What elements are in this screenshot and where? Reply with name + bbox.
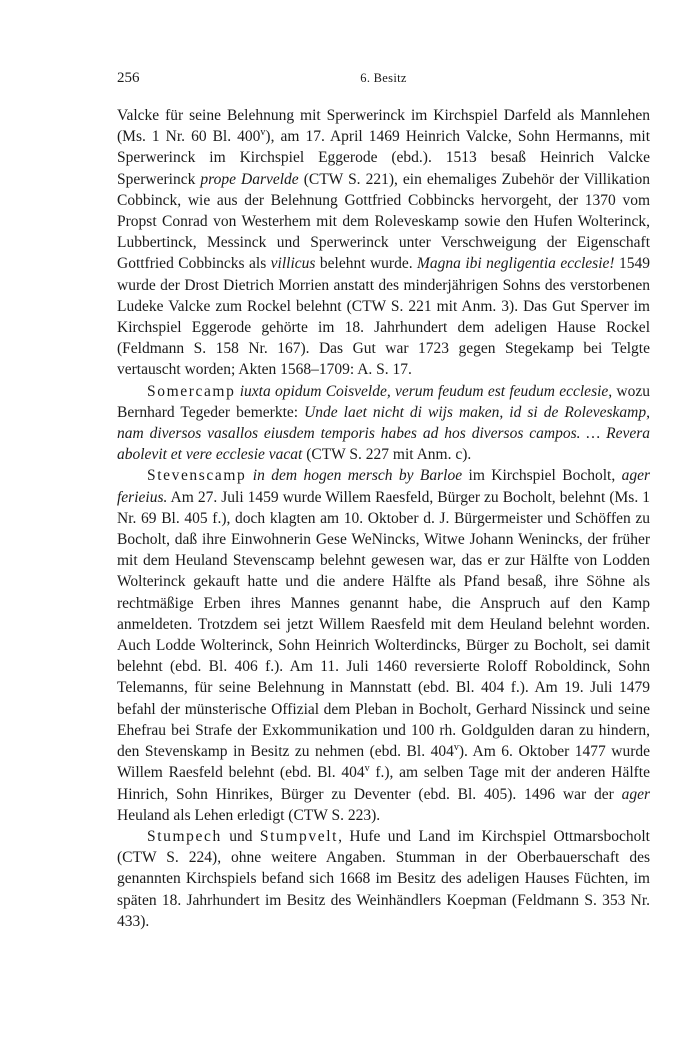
text-run: im Kirchspiel Bocholt, <box>462 467 622 485</box>
italic-run: in dem hogen mersch by Barloe <box>252 467 463 485</box>
text-run: wozu Bernhard Tegeder bemerkte: <box>117 382 651 421</box>
running-head <box>117 70 650 90</box>
chapter-title: 6. Besitz <box>360 71 407 85</box>
spaced-keyword: Stevenscamp <box>147 467 247 485</box>
paragraph-stevenscamp <box>117 465 650 825</box>
spaced-keyword: Somercamp <box>147 382 236 400</box>
text-run: , Hufe und Land im Kirchspiel Ottmarsbocholt (CTW S. 224), ohne weitere Angaben. Stumman in der Oberbauerschaft des genannten Kirchspiels befand sich 1668 im Besitz des adeligen Hauses Füchten, im späten 18. Jahrhundert im Besitz des Weinhändlers Koepman (Feldmann S. 353 Nr. 433). <box>117 827 650 930</box>
text-run: Valcke für seine Belehnung mit Sperwerinck im Kirchspiel Darfeld als Mannlehen (Ms. 1 Nr. 60 Bl. 400 <box>117 107 650 146</box>
italic-run: ager <box>621 785 650 803</box>
verso-superscript: v <box>364 763 370 775</box>
italic-run: Magna ibi negligentia ecclesie! <box>417 255 615 273</box>
page-number: 256 <box>117 70 140 86</box>
text-run: (CTW S. 221), ein ehemaliges Zubehör der Villikation Cobbinck, wie aus der Belehnung Gottfried Cobbincks hervorgeht, der 1370 vom Propst Conrad von Westerhem mit dem Roleveskamp sowie den Hufen Wolterinck, Lubbertinck, Messinck und Sperwerinck unter Verschweigung der Eigenschaft Gottfried Cobbincks als <box>117 170 650 273</box>
italic-run: Unde laet nicht di wijs maken, id si de Roleveskamp, nam diversos vasallos eiusdem temporis habes ad hos diversos campos. … Revera abolevit et vere ecclesie vacat <box>117 403 651 464</box>
spaced-keyword: Stumpvelt <box>259 827 339 845</box>
italic-run: ager ferieius. <box>117 467 651 506</box>
text-run: ), am 17. April 1469 Heinrich Valcke, Sohn Hermanns, mit Sperwerinck im Kirchspiel Eggerode (ebd.). 1513 besaß Heinrich Valcke Sperwerinck <box>117 128 650 188</box>
paragraph-stumpech <box>117 826 650 932</box>
text-run: 1549 wurde der Drost Dietrich Morrien anstatt des minderjährigen Sohns des verstorbenen Ludeke Valcke zum Rockel belehnt (CTW S. 221 mit Anm. 3). Das Gut Sperver im Kirchspiel Eggerode gehörte im 18. Jahrhundert dem adeligen Hause Rockel (Feldmann S. 158 Nr. 167). Das Gut war 1723 gegen Stegekamp bei Telgte vertauscht worden; Akten 1568–1709: A. S. 17. <box>117 255 651 379</box>
text-run: ). Am 6. Oktober 1477 wurde Willem Raesfeld belehnt (ebd. Bl. 404 <box>117 743 650 782</box>
text-run: Heuland als Lehen erledigt (CTW S. 223). <box>117 806 381 824</box>
paragraph-somercamp <box>117 381 650 466</box>
text-run: belehnt wurde. <box>315 255 418 273</box>
text-run: und <box>221 827 260 845</box>
verso-superscript: v <box>453 741 459 753</box>
verso-superscript: v <box>260 127 266 139</box>
spaced-keyword: Stumpech <box>147 827 222 845</box>
text-run: f.), am selben Tage mit der anderen Hälfte Hinrich, Sohn Hinrikes, Bürger zu Deventer (ebd. Bl. 405). 1496 war der <box>117 764 650 803</box>
text-run: Am 27. Juli 1459 wurde Willem Raesfeld, Bürger zu Bocholt, belehnt (Ms. 1 Nr. 69 Bl. 405 f.), doch klagten am 10. Oktober d. J. Bürgermeister und Schöffen zu Bocholt, daß ihre Einwohnerin Gese WeNincks, Witwe Johann Wenincks, der früher mit dem Heuland Stevenscamp belehnt gewesen war, das er zur Hälfte von Lodden Wolterinck gekauft hatte und die andere Hälfte als Pfand besaß, ihre Söhne als rechtmäßige Erben ihres Mannes genannt habe, die Anspruch auf den Kamp anmeldeten. Trotzdem sei jetzt Willem Raesfeld mit dem Heuland belehnt worden. Auch Lodde Wolterinck, Sohn Heinrich Wolterdincks, Bürger zu Bocholt, sei damit belehnt (ebd. Bl. 406 f.). Am 11. Juli 1460 reversierte Roloff Roboldinck, Sohn Telemanns, für seine Belehnung in Mannstatt (ebd. Bl. 404 f.). Am 19. Juli 1479 befahl der münsterische Offizial dem Pleban in Bocholt, Gerhard Nissinck und seine Ehefrau bei Strafe der Exkommunikation und 100 rh. Goldgulden daran zu hindern, den Stevenskamp in Besitz zu nehmen (ebd. Bl. 404 <box>117 488 650 761</box>
italic-run: villicus <box>270 255 316 273</box>
paragraph-sperwerinck <box>117 105 650 381</box>
text-run: (CTW S. 227 mit Anm. c). <box>302 446 472 464</box>
italic-run: iuxta opidum Coisvelde, verum feudum est feudum ecclesie, <box>239 382 613 400</box>
body-text <box>117 105 650 932</box>
italic-run: prope Darvelde <box>200 170 299 188</box>
